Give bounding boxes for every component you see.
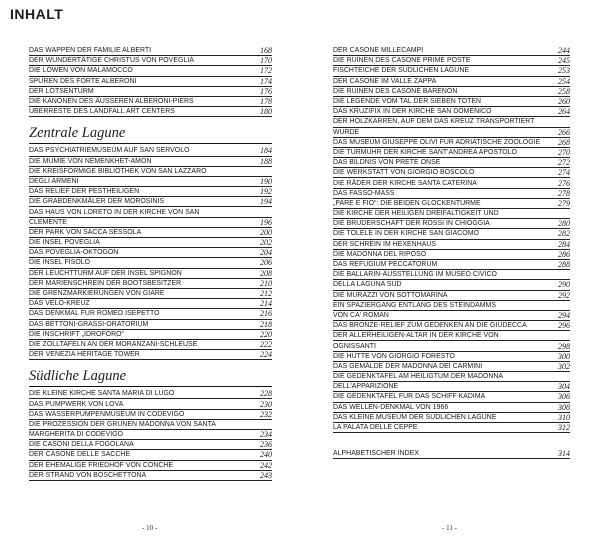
toc-entry-title: DIE TURMUHR DER KIRCHE SANT'ANDREA APOSTOLO [333,148,517,156]
toc-entry-page: 172 [260,66,272,76]
toc-list-southern-lagoon [29,389,272,481]
toc-entry-page: 268 [558,137,570,147]
toc-entry-page: 276 [558,178,570,188]
toc-entry-title: DEGLI ARMENI [29,177,79,185]
toc-entry-title: DIE TOLELE IN DER KIRCHE SAN GIACOMO [333,230,479,238]
toc-entry[interactable] [333,229,570,239]
toc-entry-title: DIE MURAZZI VON SOTTOMARINA [333,291,448,299]
toc-entry[interactable] [333,178,570,188]
toc-entry-title: DIE MADONNA DEL RIPOSO [333,250,427,258]
toc-entry[interactable] [29,238,272,248]
toc-entry[interactable] [333,413,570,423]
page-heading: INHALT [10,6,64,22]
toc-entry-title: WURDE [333,128,360,136]
toc-entry-page: 300 [558,351,570,361]
toc-entry-title: DAS WASSERPUMPENMUSEUM IN CODEVIGO [29,410,185,418]
toc-entry-page: 202 [260,238,272,248]
toc-entry[interactable] [333,87,570,97]
toc-entry-title: DER STRAND VON BOSCHETTONA [29,471,147,479]
toc-entry-page: 240 [260,450,272,460]
toc-entry-title: DAS KRUZIFIX IN DER KIRCHE SAN DOMENICO [333,108,492,116]
toc-entry[interactable] [29,440,272,450]
toc-entry-page: 222 [260,339,272,349]
toc-entry-title: DELLA LAGUNA SUD [333,281,402,289]
toc-entry-page: 278 [558,188,570,198]
toc-entry-title: DAS GEMÄLDE DER MADONNA DEI CARMINI [333,362,483,370]
toc-entry-page: 234 [260,430,272,440]
toc-entry-page: 306 [558,392,570,402]
toc-entry-page: 254 [558,76,570,86]
toc-entry-page: 282 [558,229,570,239]
toc-entry-page: 224 [260,350,272,360]
toc-entry-title: ALPHABETISCHER INDEX [333,450,420,458]
toc-entry[interactable] [333,392,570,402]
toc-entry-title: FISCHTEICHE DER SÜDLICHEN LAGUNE [333,67,469,75]
toc-entry-title: DAS DENKMAL FÜR ROMEO ISEPETTO [29,310,160,318]
toc-entry[interactable] [29,107,272,117]
toc-entry-title: DAS FASSO-MASS [333,189,395,197]
toc-entry-page: 292 [558,290,570,300]
toc-entry-page: 212 [260,289,272,299]
toc-entry-page: 264 [558,107,570,117]
toc-entry[interactable] [29,228,272,238]
toc-entry[interactable] [29,350,272,360]
toc-entry-title: DAS KLEINE MUSEUM DER SÜDLICHEN LAGUNE [333,413,497,421]
toc-entry[interactable] [333,270,570,280]
toc-entry-page: 253 [558,66,570,76]
toc-entry[interactable] [333,128,570,138]
toc-entry-title: DER SCHREIN IM HEXENHAUS [333,240,437,248]
toc-entry[interactable] [29,340,272,350]
toc-entry-title: DAS PUMPWERK VON LOVA [29,400,124,408]
toc-entry[interactable] [333,291,570,301]
toc-left-column [29,46,272,481]
toc-entry-page: 266 [558,127,570,137]
toc-entry[interactable] [333,250,570,260]
toc-entry-title: DIE RÄDER DER KIRCHE SANTA CATERINA [333,179,477,187]
toc-entry[interactable] [333,219,570,229]
toc-entry[interactable] [333,311,570,321]
toc-entry-page: 196 [260,217,272,227]
toc-entry[interactable] [333,56,570,66]
toc-entry-page: 312 [558,423,570,433]
toc-entry-page: 294 [558,310,570,320]
toc-entry-title: DIE ZOLLTAFELN AN DER MORANZANI-SCHLEUSE [29,340,198,348]
toc-entry-page: 218 [260,319,272,329]
toc-entry-page: 314 [558,449,570,459]
toc-entry-page: 279 [558,198,570,208]
toc-entry[interactable] [333,341,570,351]
toc-entry[interactable] [333,148,570,158]
toc-entry-title: DIE HÜTTE VON GIORGIO FORESTO [333,352,455,360]
toc-entry-title: DIE INSEL FISOLO [29,259,91,267]
toc-entry[interactable] [29,218,272,228]
toc-entry-page: 180 [260,107,272,117]
toc-entry-title: DIE BALLARIN-AUSSTELLUNG IM MUSEO CIVICO [333,271,497,279]
toc-entry-page: 176 [260,86,272,96]
toc-entry-title: DAS BETTONI-GRASSI-ORATORIUM [29,320,149,328]
toc-entry[interactable] [333,77,570,87]
toc-entry[interactable] [333,362,570,372]
toc-entry[interactable] [333,199,570,209]
toc-entry-title: DIE LEGENDE VOM TAL DER SIEBEN TOTEN [333,98,482,106]
toc-entry-title: DAS WAPPEN DER FAMILIE ALBERTI [29,47,152,55]
section-title-central-lagoon: Zentrale Lagune [29,121,272,144]
toc-entry[interactable] [29,146,272,156]
toc-entry-title: DIE WERKSTATT VON GIORGIO BOSCOLO [333,169,475,177]
toc-entry[interactable] [333,97,570,107]
toc-entry[interactable] [333,209,570,219]
toc-entry[interactable] [29,430,272,440]
page-number-left: - 10 - [142,524,158,532]
toc-entry-page: 194 [260,197,272,207]
toc-entry-page: 232 [260,409,272,419]
toc-entry[interactable] [333,280,570,290]
toc-entry[interactable] [333,331,570,341]
toc-entry-page: 236 [260,440,272,450]
toc-entry-title: DER LEUCHTTURM AUF DER INSEL SPIGNON [29,269,182,277]
toc-entry-title: DER LOTSENTURM [29,87,94,95]
toc-entry-title: DIE GRENZMARKIERUNGEN VON GIARE [29,290,165,298]
toc-entry-page: 286 [558,249,570,259]
toc-entry-title: DAS BILDNIS VON PRETE ONSE [333,159,441,167]
toc-entry[interactable] [29,197,272,207]
toc-entry-title: DER CASONE MILLECAMPI [333,47,424,55]
toc-entry-page: 258 [558,86,570,96]
toc-entry-title: DER ALLERHEILIGEN-ALTAR IN DER KIRCHE VON [333,332,499,340]
toc-entry-title: MARGHERITA DI CODEVIGO [29,431,124,439]
toc-entry[interactable] [29,269,272,279]
toc-entry[interactable] [29,87,272,97]
toc-entry-page: 242 [260,460,272,470]
toc-entry-title: DER CASONE DELLE SACCHE [29,451,131,459]
toc-entry[interactable] [29,330,272,340]
toc-entry-title: DIE BRUDERSCHAFT DER ROSSI IN CHIOGGIA [333,220,490,228]
toc-entry-title: DAS BRONZE-RELIEF ZUM GEDENKEN AN DIE GIUDECCA [333,322,527,330]
toc-entry[interactable] [333,260,570,270]
toc-entry[interactable] [29,177,272,187]
toc-entry-title: DAS MUSEUM GIUSEPPE OLIVI FÜR ADRIATISCHE ZOOLOGIE [333,138,541,146]
toc-entry-page: 210 [260,278,272,288]
toc-entry[interactable] [29,46,272,56]
toc-entry-title: DAS POVEGLIA-OKTOGON [29,249,119,257]
toc-entry[interactable] [333,382,570,392]
toc-entry[interactable] [29,56,272,66]
toc-entry-title: DIE GEDENKTAFEL FÜR DAS SCHIFF KADIMA [333,393,486,401]
toc-entry-page: 244 [558,46,570,56]
toc-list-central-lagoon [29,146,272,360]
toc-entry[interactable] [333,168,570,178]
toc-entry-page: 178 [260,97,272,107]
toc-entry-title: DIE KANONEN DES ÄUSSEREN ALBERONI-PIERS [29,98,194,106]
toc-entry[interactable] [333,423,570,433]
toc-entry[interactable] [29,299,272,309]
toc-entry[interactable] [333,138,570,148]
toc-entry[interactable] [333,403,570,413]
toc-entry[interactable] [29,187,272,197]
toc-entry-title: DIE INSCHRIFT „IDROFORO“ [29,330,124,338]
toc-entry-title: DER HOLZKARREN, AUF DEM DAS KREUZ TRANSPORTIERT [333,118,535,126]
toc-entry-page: 308 [558,402,570,412]
toc-entry-title: OGNISSANTI [333,342,376,350]
toc-entry[interactable] [29,289,272,299]
toc-right-column [333,46,570,459]
toc-list-southern-lagoon-continued [333,46,570,433]
toc-entry-title: DELL'APPARIZIONE [333,383,399,391]
toc-entry-page: 272 [558,158,570,168]
toc-entry-title: DAS RELIEF DER PESTHEILIGEN [29,188,140,196]
toc-entry[interactable] [333,240,570,250]
toc-entry-page: 304 [558,382,570,392]
toc-entry-title: DIE RUINEN DES CASONE PRIME POSTE [333,57,471,65]
section-title-southern-lagoon: Südliche Lagune [29,364,272,387]
toc-entry[interactable] [333,189,570,199]
toc-entry[interactable] [333,301,570,311]
toc-entry-page: 214 [260,299,272,309]
toc-entry-page: 170 [260,56,272,66]
toc-entry-page: 168 [260,46,272,56]
toc-entry-title: DAS WELLEN-DENKMAL VON 1966 [333,403,449,411]
toc-entry[interactable] [29,157,272,167]
toc-entry-title: DAS VELO-KREUZ [29,300,90,308]
toc-entry-page: 208 [260,268,272,278]
toc-entry[interactable] [333,372,570,382]
toc-entry-title: DAS PSYCHIATRIEMUSEUM AUF SAN SERVOLO [29,147,190,155]
toc-entry[interactable] [333,117,570,127]
toc-entry-page: 184 [260,146,272,156]
toc-entry-title: DIE GEDENKTAFEL AM HEILIGTUM DER MADONNA [333,373,504,381]
toc-entry[interactable] [29,66,272,76]
toc-entry[interactable] [333,46,570,56]
page-number-right: - 11 - [442,524,457,532]
toc-entry-title: DIE PROZESSION DER GRÜNEN MADONNA VON SANTA [29,420,216,428]
toc-entry[interactable] [29,410,272,420]
toc-entry-title: „PARE E FIO“: DIE BEIDEN GLOCKENTÜRME [333,199,481,207]
toc-entry[interactable] [29,461,272,471]
toc-entry-page: 284 [558,239,570,249]
toc-entry-title: DER PARK VON SACCA SESSOLA [29,228,142,236]
toc-entry-page: 245 [558,56,570,66]
toc-entry[interactable] [29,389,272,399]
toc-entry-page: 174 [260,76,272,86]
toc-entry[interactable] [29,309,272,319]
toc-entry[interactable] [333,352,570,362]
toc-entry-page: 302 [558,361,570,371]
toc-entry-page: 188 [260,156,272,166]
toc-entry-page: 204 [260,248,272,258]
toc-entry-title: VON CA' ROMAN [333,311,389,319]
toc-entry-title: DIE CASONI DELLA FOGOLANA [29,441,134,449]
toc-entry-page: 216 [260,309,272,319]
toc-entry-title: DER EHEMALIGE FRIEDHOF VON CONCHE [29,461,174,469]
toc-entry-title: LA PALATA DELLE CEPPE [333,424,418,432]
toc-entry-page: 260 [558,97,570,107]
toc-entry-page: 192 [260,187,272,197]
toc-list-continued [29,46,272,117]
toc-entry[interactable] [29,258,272,268]
toc-entry-page: 220 [260,329,272,339]
toc-entry-title: DAS HAUS VON LORETO IN DER KIRCHE VON SAN [29,208,200,216]
toc-entry-page: 274 [558,168,570,178]
toc-entry-title: DIE MUMIE VON NEMENKHET-AMON [29,157,152,165]
toc-entry[interactable] [29,279,272,289]
toc-entry-page: 243 [260,470,272,480]
toc-entry-title: ÜBERRESTE DES LANDFALL ART CENTERS [29,108,175,116]
toc-entry-page: 280 [558,219,570,229]
toc-entry[interactable] [29,450,272,460]
toc-entry-title: CLEMENTE [29,218,67,226]
toc-entry[interactable] [29,471,272,481]
toc-entry-page: 270 [558,147,570,157]
toc-entry-title: DIE GRABDENKMÄLER DER MOROSINIS [29,198,165,206]
toc-entry[interactable] [29,248,272,258]
toc-entry-title: DER WUNDERTÄTIGE CHRISTUS VON POVEGLIA [29,57,194,65]
toc-entry[interactable] [29,167,272,177]
toc-entry[interactable] [333,66,570,76]
toc-entry-page: 288 [558,260,570,270]
toc-entry[interactable] [333,321,570,331]
toc-entry-page: 296 [558,321,570,331]
toc-entry-page: 200 [260,227,272,237]
toc-entry[interactable] [333,158,570,168]
toc-entry-page: 190 [260,176,272,186]
toc-entry[interactable] [29,320,272,330]
toc-entry-title: DIE LÖWEN VON MALAMOCCO [29,67,133,75]
toc-entry[interactable] [333,107,570,117]
toc-entry[interactable] [29,420,272,430]
toc-entry-title: DIE KIRCHE DER HEILIGEN DREIFALTIGKEIT UND [333,210,499,218]
toc-entry-title: SPUREN DES FORTE ALBERONI [29,77,137,85]
toc-entry-title: DIE KLEINE KIRCHE SANTA MARIA DI LUGO [29,390,175,398]
toc-entry[interactable] [29,399,272,409]
toc-entry-title: EIN SPAZIERGANG ENTLANG DES STEINDAMMS [333,301,496,309]
toc-entry-page: 290 [558,280,570,290]
toc-entry-title: DIE INSEL POVEGLIA [29,239,100,247]
toc-entry-page: 206 [260,258,272,268]
toc-entry-title: DAS REFUGIUM PECCATORUM [333,261,438,269]
toc-entry-title: DIE RUINEN DES CASONE BARENON [333,87,458,95]
toc-entry[interactable] [29,207,272,217]
toc-entry[interactable] [29,97,272,107]
toc-entry-page: 310 [558,412,570,422]
toc-entry-page: 230 [260,399,272,409]
toc-entry-page: 228 [260,389,272,399]
toc-entry[interactable] [29,77,272,87]
toc-entry-title: DER VENEZIA HERITAGE TOWER [29,351,140,359]
toc-entry-title: DER CASONE IM VALLE ZAPPA [333,77,437,85]
toc-entry-index[interactable] [333,449,570,459]
toc-entry-title: DIE KREISFÖRMIGE BIBLIOTHEK VON SAN LAZZARO [29,167,207,175]
toc-entry-title: DER MARIENSCHREIN DER BOOTSBESITZER [29,279,182,287]
toc-entry-page: 298 [558,341,570,351]
